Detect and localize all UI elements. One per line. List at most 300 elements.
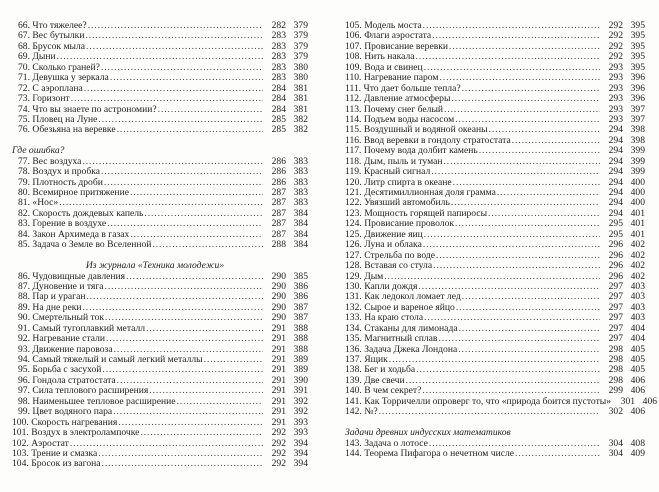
problem-page-number: 287 — [271, 218, 286, 230]
problem-page-number: 294 — [608, 134, 623, 146]
toc-group-tekhnika-molodezhi — [12, 272, 308, 470]
answer-page-number: 388 — [293, 333, 308, 345]
problem-page-number: 287 — [271, 187, 286, 198]
dot-leader — [176, 397, 263, 407]
answer-page-number: 388 — [293, 322, 308, 334]
dot-leader — [462, 292, 600, 302]
dot-leader — [488, 209, 600, 219]
problem-page-number: 294 — [608, 176, 623, 188]
answer-page-number: 393 — [293, 416, 308, 428]
answer-page-number: 408 — [630, 437, 645, 449]
problem-page-number: 293 — [608, 72, 623, 84]
toc-entry-title: 124. Провисание проволок — [345, 218, 455, 230]
dot-leader — [82, 157, 263, 167]
dot-leader — [98, 449, 263, 459]
problem-page-number: 295 — [608, 218, 623, 230]
toc-entry-title: 131. Как ледокол ломает лед — [345, 291, 461, 303]
toc-entry — [345, 167, 645, 177]
dot-leader — [444, 105, 600, 115]
answer-page-number: 389 — [293, 364, 308, 376]
problem-page-number: 292 — [271, 447, 286, 459]
answer-page-number: 383 — [293, 197, 308, 209]
answer-page-number: 396 — [630, 72, 645, 84]
dot-leader — [432, 31, 600, 41]
dot-leader — [449, 42, 600, 52]
toc-entry-title: 85. Задача о Земле во Вселенной — [18, 239, 152, 251]
toc-entry-title: 98. Наименьшее тепловое расширение — [18, 395, 176, 407]
toc-entry-title: 129. Дым — [345, 270, 384, 282]
answer-page-number: 406 — [630, 385, 645, 397]
toc-group-where-is-error — [12, 157, 308, 251]
toc-entry-title: 100. Скорость нагревания — [12, 416, 118, 428]
toc-entry-title: 141. Как Торричелли опроверг то, что «природа боится пустоты» — [345, 395, 612, 407]
problem-page-number: 294 — [608, 207, 623, 219]
dot-leader — [102, 365, 263, 375]
problem-page-number: 292 — [271, 427, 286, 439]
toc-entry-title: 107. Провисание веревки — [345, 40, 449, 52]
dot-leader — [515, 449, 600, 459]
dot-leader — [444, 157, 601, 167]
problem-page-number: 293 — [608, 93, 623, 105]
answer-page-number: 405 — [630, 354, 645, 365]
problem-page-number: 291 — [271, 343, 286, 355]
toc-entry-title: 97. Сила теплового расширения — [18, 385, 149, 397]
answer-page-number: 381 — [293, 82, 308, 94]
dot-leader — [379, 407, 600, 417]
problem-page-number: 283 — [271, 72, 286, 84]
answer-page-number: 394 — [293, 458, 308, 470]
dot-leader — [152, 240, 263, 250]
toc-group-continued — [12, 21, 308, 136]
answer-page-number: 388 — [293, 343, 308, 355]
problem-page-number: 297 — [608, 312, 623, 324]
answer-page-number: 385 — [293, 270, 308, 282]
problem-page-number: 297 — [608, 301, 623, 313]
toc-entry-title: 126. Луна и облака — [345, 239, 422, 251]
toc-entry-title: 125. Движение яиц — [345, 228, 423, 240]
dot-leader — [431, 167, 600, 177]
problem-page-number: 293 — [608, 103, 623, 115]
section-heading-indian-mathematicians: Задачи древних индусских математиков — [345, 427, 511, 439]
answer-page-number: 383 — [293, 176, 308, 188]
toc-entry — [12, 334, 308, 344]
answer-page-number: 382 — [293, 113, 308, 125]
dot-leader — [113, 407, 263, 417]
toc-entry-title: 80. Всемирное притяжение — [18, 187, 129, 198]
problem-page-number: 283 — [271, 40, 286, 52]
problem-page-number: 297 — [608, 322, 623, 334]
toc-entry-title: 135. Магнитный сплав — [345, 333, 438, 345]
answer-page-number: 401 — [630, 207, 645, 219]
toc-entry-title: 68. Брусок мыла — [18, 40, 86, 52]
answer-page-number: 397 — [630, 113, 645, 125]
problem-page-number: 284 — [271, 93, 286, 105]
dot-leader — [204, 355, 263, 365]
dot-leader — [438, 334, 600, 344]
toc-entry — [12, 94, 308, 104]
answer-page-number: 400 — [630, 176, 645, 188]
answer-page-number: 402 — [630, 249, 645, 261]
dot-leader — [416, 365, 600, 375]
toc-entry-title: 138. Бег и ходьба — [345, 364, 416, 376]
toc-entry — [345, 395, 658, 407]
problem-page-number: 293 — [608, 113, 623, 125]
dot-leader — [451, 94, 600, 104]
dot-leader — [84, 84, 263, 94]
toc-entry-title: 133. На краю стола — [345, 312, 424, 324]
answer-page-number: 392 — [293, 395, 308, 407]
toc-entry-title: 76. Обезьяна на веревке — [18, 124, 116, 136]
answer-page-number: 381 — [293, 93, 308, 105]
toc-entry-title: 134. Стаканы для лимонада — [345, 322, 458, 334]
toc-entry-title: 132. Сырое и вареное яйцо — [345, 301, 455, 313]
toc-entry-title: 143. Задача о лотосе — [345, 437, 428, 449]
answer-page-number: 404 — [630, 322, 645, 334]
toc-entry-title: 86. Чудовищные давления — [18, 270, 126, 282]
dot-leader — [459, 324, 600, 334]
toc-entry-title: 122. Увязший автомобиль — [345, 197, 450, 209]
toc-entry-title: 89. На дне реки — [18, 301, 82, 313]
toc-entry-title: 101. Воздух в электролампочке — [12, 427, 140, 439]
dot-leader — [389, 355, 600, 365]
answer-page-number: 391 — [293, 385, 308, 397]
toc-entry-title: 90. Смертельный ток — [18, 312, 105, 324]
toc-entry-title: 127. Стрельба по воде — [345, 249, 435, 261]
toc-entry-title: 84. Закон Архимеда в газах — [18, 228, 130, 240]
answer-page-number: 382 — [293, 124, 308, 136]
dot-leader — [423, 240, 600, 250]
problem-page-number: 295 — [608, 228, 623, 240]
toc-entry-title: 115. Воздушный и водяной океаны — [345, 124, 488, 136]
problem-page-number: 294 — [608, 124, 623, 136]
answer-page-number: 387 — [293, 312, 308, 324]
dot-leader — [512, 136, 600, 146]
problem-page-number: 297 — [608, 291, 623, 303]
problem-page-number: 284 — [271, 82, 286, 94]
problem-page-number: 291 — [271, 395, 286, 407]
toc-entry-title: 111. Что дает больше тепла? — [345, 82, 461, 94]
toc-entry-title: 118. Дым, пыль и туман — [345, 155, 443, 167]
dot-leader — [71, 94, 263, 104]
answer-page-number: 384 — [293, 218, 308, 230]
problem-page-number: 298 — [608, 374, 623, 386]
answer-page-number: 402 — [630, 260, 645, 272]
problem-page-number: 297 — [608, 280, 623, 292]
problem-page-number: 304 — [608, 447, 623, 459]
toc-entry-title: 121. Десятимиллионная доля грамма — [345, 187, 496, 198]
problem-page-number: 283 — [271, 30, 286, 42]
toc-entry-title: 93. Движение паровоза — [18, 343, 113, 355]
toc-entry — [12, 167, 308, 177]
problem-page-number: 283 — [271, 61, 286, 73]
problem-page-number: 296 — [608, 260, 623, 272]
answer-page-number: 396 — [630, 93, 645, 105]
dot-leader — [86, 42, 263, 52]
dot-leader — [439, 73, 600, 83]
toc-entry-title: 91. Самый тугоплавкий металл — [18, 322, 146, 334]
answer-page-number: 384 — [293, 239, 308, 251]
toc-entry-title: 109. Вода и свинец — [345, 61, 423, 73]
answer-page-number: 403 — [630, 280, 645, 292]
answer-page-number: 405 — [630, 343, 645, 355]
toc-entry-title: 114. Подъем воды насосом — [345, 113, 455, 125]
toc-entry-title: 82. Скорость дождевых капель — [18, 207, 144, 219]
dot-leader — [424, 63, 600, 73]
answer-page-number: 402 — [630, 239, 645, 251]
answer-page-number: 400 — [630, 197, 645, 209]
dot-leader — [462, 84, 600, 94]
answer-page-number: 397 — [630, 103, 645, 115]
toc-entry — [345, 345, 645, 355]
toc-entry-title: 74. Что вы знаете по астрономии? — [18, 103, 157, 115]
toc-entry-title: 130. Капли дождя — [345, 280, 418, 292]
problem-page-number: 292 — [608, 30, 623, 42]
dot-leader — [436, 251, 600, 261]
problem-page-number: 294 — [608, 145, 623, 157]
answer-page-number: 394 — [293, 447, 308, 459]
answer-page-number: 402 — [630, 270, 645, 282]
problem-page-number: 290 — [271, 312, 286, 324]
dot-leader — [102, 459, 263, 469]
answer-page-number: 406 — [642, 395, 658, 407]
dot-leader — [144, 209, 263, 219]
problem-page-number: 293 — [608, 82, 623, 94]
toc-entry-title: 139. Две свечи — [345, 374, 405, 386]
answer-page-number: 405 — [630, 364, 645, 376]
answer-page-number: 386 — [293, 291, 308, 303]
problem-page-number: 291 — [271, 416, 286, 428]
toc-entry-title: 136. Задача Джека Лондона — [345, 343, 458, 355]
answer-page-number: 383 — [293, 166, 308, 178]
problem-page-number: 291 — [271, 406, 286, 418]
dot-leader — [86, 292, 263, 302]
toc-entry-title: 87. Дуновение и тяга — [18, 280, 104, 292]
dot-leader — [117, 125, 263, 135]
answer-page-number: 394 — [293, 437, 308, 449]
problem-page-number: 294 — [608, 187, 623, 198]
problem-page-number: 294 — [608, 155, 623, 167]
dot-leader — [479, 146, 600, 156]
problem-page-number: 285 — [271, 113, 286, 125]
problem-page-number: 291 — [271, 374, 286, 386]
answer-page-number: 396 — [630, 82, 645, 94]
problem-page-number: 296 — [608, 270, 623, 282]
toc-entry-title: 88. Пар и ураган — [18, 291, 86, 303]
toc-entry-title: 144. Теорема Пифагора о нечетном числе — [345, 447, 515, 459]
problem-page-number: 290 — [271, 270, 286, 282]
toc-entry-title: 95. Борьба с засухой — [18, 364, 102, 376]
answer-page-number: 404 — [630, 333, 645, 345]
answer-page-number: 381 — [293, 103, 308, 115]
toc-entry-title: 66. Что тяжелее? — [18, 20, 87, 31]
toc-entry-title: 110. Нагревание паром — [345, 72, 439, 84]
problem-page-number: 290 — [271, 291, 286, 303]
problem-page-number: 296 — [608, 239, 623, 251]
problem-page-number: 296 — [608, 249, 623, 261]
toc-entry — [345, 334, 645, 344]
answer-page-number: 384 — [293, 228, 308, 240]
dot-leader — [83, 303, 264, 313]
answer-page-number: 406 — [630, 374, 645, 386]
problem-page-number: 292 — [608, 20, 623, 31]
toc-entry-title: 83. Горение в воздухе — [18, 218, 107, 230]
toc-entry-title: 103. Трение и смазка — [12, 447, 98, 459]
answer-page-number: 383 — [293, 187, 308, 198]
answer-page-number: 403 — [630, 301, 645, 313]
problem-page-number: 301 — [620, 395, 636, 407]
toc-entry — [345, 407, 645, 417]
dot-leader — [433, 261, 600, 271]
problem-page-number: 288 — [271, 239, 286, 251]
toc-entry — [345, 449, 645, 459]
problem-page-number: 292 — [271, 458, 286, 470]
problem-page-number: 302 — [608, 406, 623, 418]
problem-page-number: 292 — [608, 51, 623, 63]
dot-leader — [497, 188, 600, 198]
answer-page-number: 401 — [630, 228, 645, 240]
dot-leader — [458, 345, 600, 355]
dot-leader — [118, 418, 263, 428]
answer-page-number: 403 — [630, 312, 645, 324]
toc-entry-title: 75. Пловец на Луне — [18, 113, 98, 125]
dot-leader — [107, 219, 263, 229]
toc-entry-title: 128. Вставая со стула — [345, 260, 433, 272]
problem-page-number: 285 — [271, 124, 286, 136]
problem-page-number: 286 — [271, 176, 286, 188]
answer-page-number: 380 — [293, 72, 308, 84]
answer-page-number: 399 — [630, 166, 645, 178]
problem-page-number: 294 — [608, 166, 623, 178]
answer-page-number: 395 — [630, 61, 645, 73]
toc-entry-title: 137. Ящик — [345, 354, 388, 365]
problem-page-number: 304 — [608, 437, 623, 449]
toc-left-column — [12, 21, 308, 470]
dot-leader — [105, 282, 263, 292]
problem-page-number: 291 — [271, 322, 286, 334]
dot-leader — [126, 272, 263, 282]
answer-page-number: 380 — [293, 61, 308, 73]
problem-page-number: 298 — [608, 364, 623, 376]
toc-entry-title: 92. Нагревание стали — [18, 333, 105, 345]
problem-page-number: 286 — [271, 166, 286, 178]
dot-leader — [106, 334, 263, 344]
answer-page-number: 389 — [293, 354, 308, 365]
toc-entry-title: 116. Ввод веревки в гондолу стратостата — [345, 134, 511, 146]
toc-entry-title: 94. Самый тяжелый и самый легкий металлы — [18, 354, 203, 365]
answer-page-number: 406 — [630, 406, 645, 418]
toc-entry-title: 104. Бросок из вагона — [12, 458, 101, 470]
answer-page-number: 384 — [293, 207, 308, 219]
dot-leader — [455, 219, 600, 229]
problem-page-number: 291 — [271, 333, 286, 345]
toc-entry-title: 102. Аэростат — [12, 437, 69, 449]
problem-page-number: 291 — [271, 364, 286, 376]
toc-entry-title: 119. Красный сигнал — [345, 166, 431, 178]
toc-entry-title: 120. Литр спирта в океане — [345, 176, 452, 188]
dot-leader — [140, 428, 263, 438]
answer-page-number: 379 — [293, 20, 308, 31]
problem-page-number: 291 — [271, 354, 286, 365]
answer-page-number: 386 — [293, 280, 308, 292]
dot-leader — [98, 115, 263, 125]
dot-leader — [130, 188, 263, 198]
problem-page-number: 291 — [271, 385, 286, 397]
toc-entry — [12, 459, 308, 469]
answer-page-number: 395 — [630, 51, 645, 63]
problem-page-number: 287 — [271, 197, 286, 209]
problem-page-number: 290 — [271, 280, 286, 292]
dot-leader — [406, 376, 600, 386]
toc-entry-title: 113. Почему снег белый — [345, 103, 444, 115]
toc-right-column — [345, 20, 658, 459]
toc-entry-title: 117. Почему вода долбит камень — [345, 145, 478, 157]
problem-page-number: 293 — [608, 61, 623, 73]
answer-page-number: 379 — [293, 40, 308, 52]
toc-entry-title: 108. Нить накала — [345, 51, 415, 63]
toc-entry-title: 72. С аэроплана — [18, 82, 83, 94]
toc-entry-title: 112. Давление атмосферы — [345, 93, 451, 105]
toc-entry — [345, 94, 645, 104]
problem-page-number: 287 — [271, 228, 286, 240]
toc-entry — [12, 125, 308, 135]
toc-entry-title: 67. Вес бутылки — [18, 30, 85, 42]
toc-entry-title: 123. Мощность горящей папиросы — [345, 207, 488, 219]
dot-leader — [101, 167, 263, 177]
dot-leader — [456, 303, 600, 313]
toc-entry-title: 81. «Нос» — [18, 197, 59, 209]
problem-page-number: 294 — [608, 197, 623, 209]
answer-page-number: 403 — [630, 291, 645, 303]
answer-page-number: 399 — [630, 145, 645, 157]
answer-page-number: 395 — [630, 40, 645, 52]
dot-leader — [70, 439, 263, 449]
answer-page-number: 401 — [630, 218, 645, 230]
section-heading-where-is-error: Где ошибка? — [12, 145, 65, 157]
problem-page-number: 292 — [608, 40, 623, 52]
answer-page-number: 393 — [293, 427, 308, 439]
dot-leader — [423, 21, 600, 31]
answer-page-number: 383 — [293, 155, 308, 167]
answer-page-number: 392 — [293, 406, 308, 418]
problem-page-number: 287 — [271, 207, 286, 219]
problem-page-number: 299 — [608, 385, 623, 397]
toc-entry — [12, 428, 308, 438]
answer-page-number: 398 — [630, 134, 645, 146]
toc-entry-title: 71. Девушка у зеркала — [18, 72, 109, 84]
problem-page-number: 282 — [271, 20, 286, 31]
answer-page-number: 379 — [293, 51, 308, 63]
dot-leader — [110, 73, 263, 83]
answer-page-number: 399 — [630, 155, 645, 167]
dot-leader — [416, 52, 600, 62]
toc-entry — [12, 42, 308, 52]
problem-page-number: 284 — [271, 103, 286, 115]
toc-entry-title: 79. Плотность дроби — [18, 176, 103, 188]
problem-page-number: 297 — [608, 333, 623, 345]
toc-entry-title: 96. Гондола стратостата — [18, 374, 116, 386]
toc-entry-title: 99. Цвет водяного пара — [18, 406, 113, 418]
toc-entry-title: 105. Модель моста — [345, 20, 422, 31]
toc-entry-title: 140. В чем секрет? — [345, 385, 422, 397]
dot-leader — [88, 21, 263, 31]
problem-page-number: 298 — [608, 343, 623, 355]
toc-entry-title: 106. Флаги аэростата — [345, 30, 432, 42]
answer-page-number: 398 — [630, 124, 645, 136]
dot-leader — [424, 230, 600, 240]
section-heading-tekhnika-molodezhi: Из журнала «Техника молодежи» — [85, 260, 225, 272]
answer-page-number: 409 — [630, 447, 645, 459]
answer-page-number: 400 — [630, 187, 645, 198]
